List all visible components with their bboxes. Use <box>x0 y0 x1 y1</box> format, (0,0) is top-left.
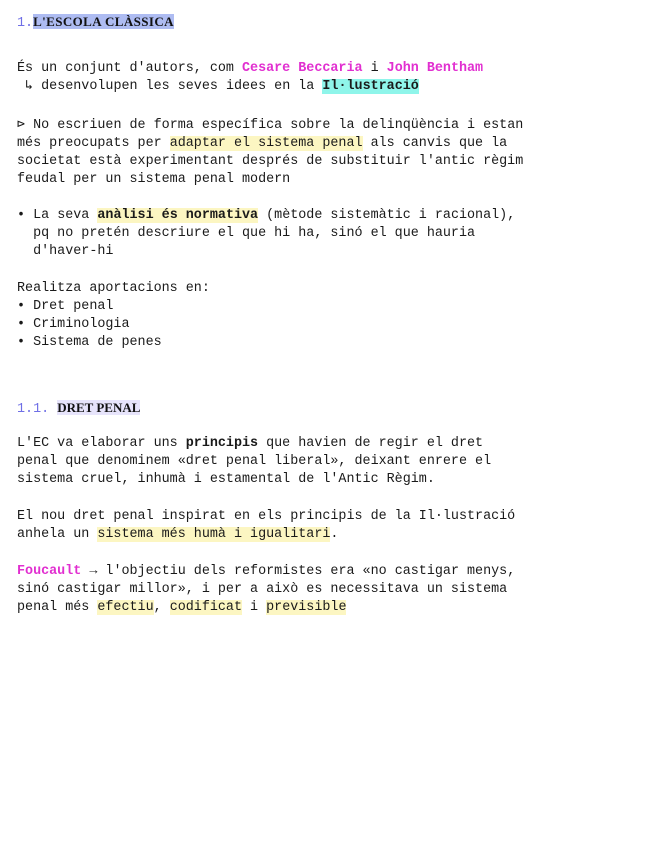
para2-line-3: sistema cruel, inhumà i estamental de l'Antic Règim. <box>17 472 435 487</box>
text: La seva <box>25 208 98 223</box>
para4-line-2: sinó castigar millor», i per a això es necessitava un sistema <box>17 582 508 597</box>
author-foucault: Foucault <box>17 564 82 579</box>
highlight-sistema-huma: sistema més humà i igualitari <box>97 527 331 542</box>
section-title: DRET PENAL <box>57 400 141 415</box>
highlight-codificat: codificat <box>169 600 243 615</box>
para2-line-2: penal que denominem «dret penal liberal», deixant enrere el <box>17 454 492 469</box>
text: . <box>330 527 339 542</box>
text: ↳ desenvolupen les seves idees en la <box>17 79 323 94</box>
text: L'EC va elaborar uns <box>17 436 186 451</box>
text: i <box>242 600 267 615</box>
author-bentham: John Bentham <box>386 61 484 76</box>
para4-line-3 <box>17 599 346 617</box>
para4-line-1 <box>17 563 515 581</box>
para3-line-1: El nou dret penal inspirat en els principis de la Il·lustració <box>17 509 516 524</box>
bold-principis: principis <box>185 436 259 451</box>
para1-line-4: feudal per un sistema penal modern <box>17 172 291 187</box>
list-item: • Criminologia <box>17 317 130 332</box>
text: , <box>153 600 170 615</box>
highlight-efectiu: efectiu <box>97 600 154 615</box>
text: (mètode sistemàtic i racional), <box>258 208 516 223</box>
para2-line-1 <box>17 435 483 453</box>
text: més preocupats per <box>17 136 170 151</box>
section-heading-2 <box>17 399 140 417</box>
section-number: 1. <box>17 16 34 31</box>
method-bullet-line-3: d'haver-hi <box>17 244 114 259</box>
intro-line-1 <box>17 60 483 78</box>
highlight-previsible: previsible <box>266 600 347 615</box>
method-bullet-line-1 <box>17 207 515 225</box>
highlight-analisi: anàlisi és normativa <box>97 208 259 223</box>
para1-line-2 <box>17 135 507 153</box>
para3-line-2 <box>17 526 338 544</box>
text: als canvis que la <box>362 136 508 151</box>
section-number: 1.1. <box>17 402 50 417</box>
text: anhela un <box>17 527 98 542</box>
para1-line-3: societat està experimentant després de substituir l'antic règim <box>17 154 524 169</box>
intro-line-2 <box>17 78 419 96</box>
method-bullet-line-2: pq no pretén descriure el que hi ha, sinó el que hauria <box>17 226 476 241</box>
list-item: • Sistema de penes <box>17 335 162 350</box>
section-title: L'ESCOLA CLÀSSICA <box>33 14 174 29</box>
text: penal més <box>17 600 98 615</box>
author-beccaria: Cesare Beccaria <box>242 61 363 76</box>
text: i <box>362 61 387 76</box>
text: → l'objectiu dels reformistes era «no castigar menys, <box>81 564 516 579</box>
list-item: • Dret penal <box>17 299 114 314</box>
text: És un conjunt d'autors, com <box>17 61 242 76</box>
bullet: • <box>17 208 26 223</box>
highlight-adaptar: adaptar el sistema penal <box>169 136 363 151</box>
text: que havien de regir el dret <box>258 436 484 451</box>
highlight-illustracio: Il·lustració <box>322 79 419 94</box>
section-heading-1 <box>17 13 174 31</box>
para1-line-1: ⊳ No escriuen de forma específica sobre la delinqüència i estan <box>17 118 524 133</box>
contributions-title: Realitza aportacions en: <box>17 281 210 296</box>
